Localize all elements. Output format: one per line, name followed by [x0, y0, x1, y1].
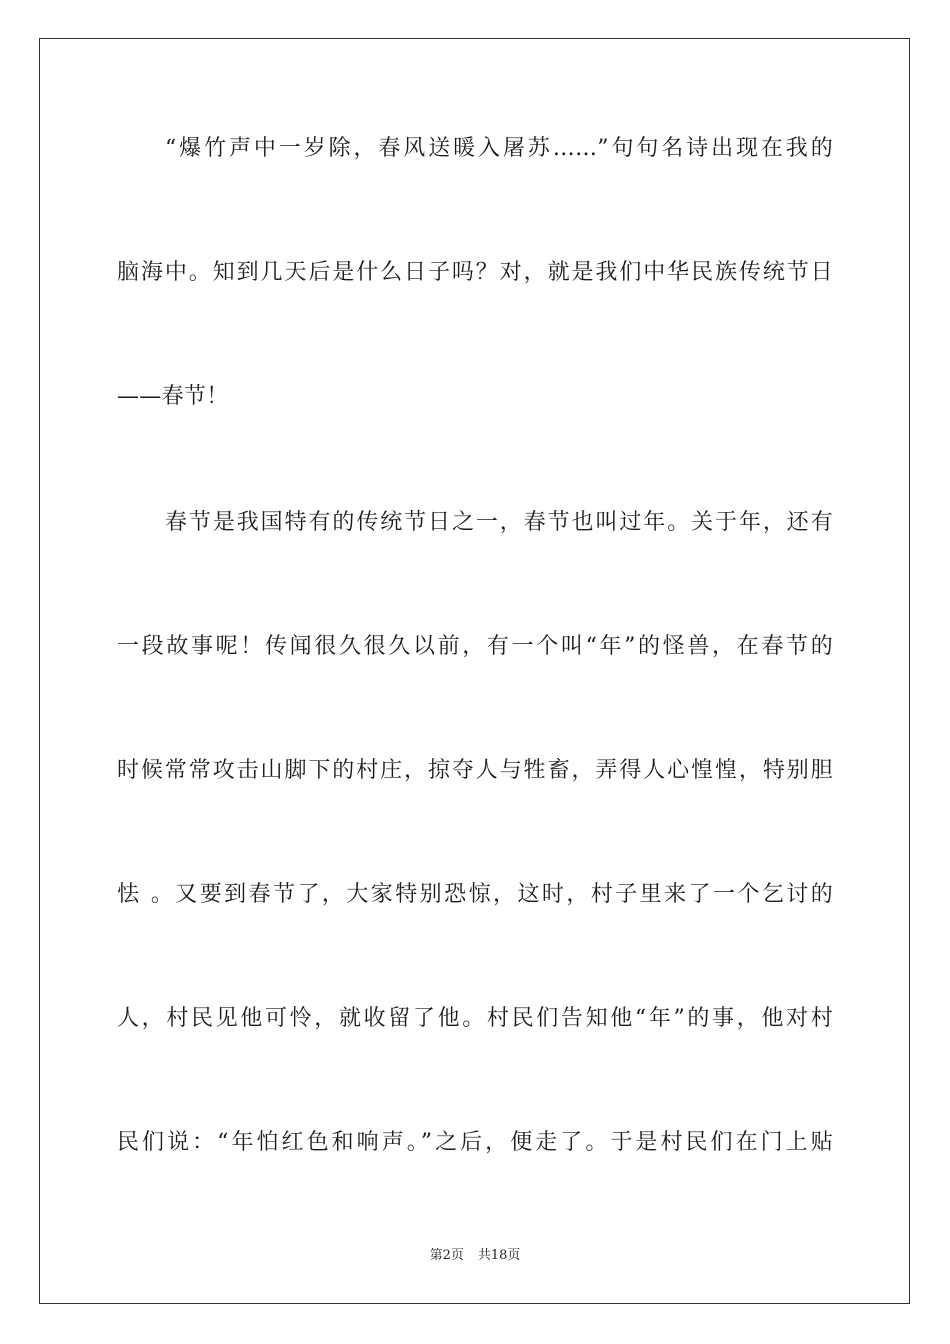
paragraph-2-line-6: 民们说：“年怕红色和响声。”之后，便走了。于是村民们在门上贴: [117, 1130, 833, 1155]
total-pages: 共18页: [477, 1248, 521, 1263]
page-border: [39, 38, 910, 1304]
page-footer: [0, 1247, 950, 1265]
paragraph-2-line-5: 人，村民见他可怜，就收留了他。村民们告知他“年”的事，他对村: [117, 1006, 833, 1031]
paragraph-2-line-4: 怯 。又要到春节了，大家特别恐惊，这时，村子里来了一个乞讨的: [117, 882, 833, 907]
paragraph-2-line-1: 春节是我国特有的传统节日之一，春节也叫过年。关于年，还有: [165, 510, 833, 535]
paragraph-1-line-2: 脑海中。知到几天后是什么日子吗？对，就是我们中华民族传统节日: [117, 260, 833, 285]
paragraph-2-line-2: 一段故事呢！传闻很久很久以前，有一个叫“年”的怪兽，在春节的: [117, 634, 833, 659]
page-number: 第2页: [429, 1248, 464, 1263]
paragraph-1-line-3: ——春节！: [117, 384, 229, 409]
paragraph-1-line-1: “爆竹声中一岁除，春风送暖入屠苏……”句句名诗出现在我的: [165, 136, 833, 161]
paragraph-2-line-3: 时候常常攻击山脚下的村庄，掠夺人与牲畜，弄得人心惶惶，特别胆: [117, 758, 833, 783]
